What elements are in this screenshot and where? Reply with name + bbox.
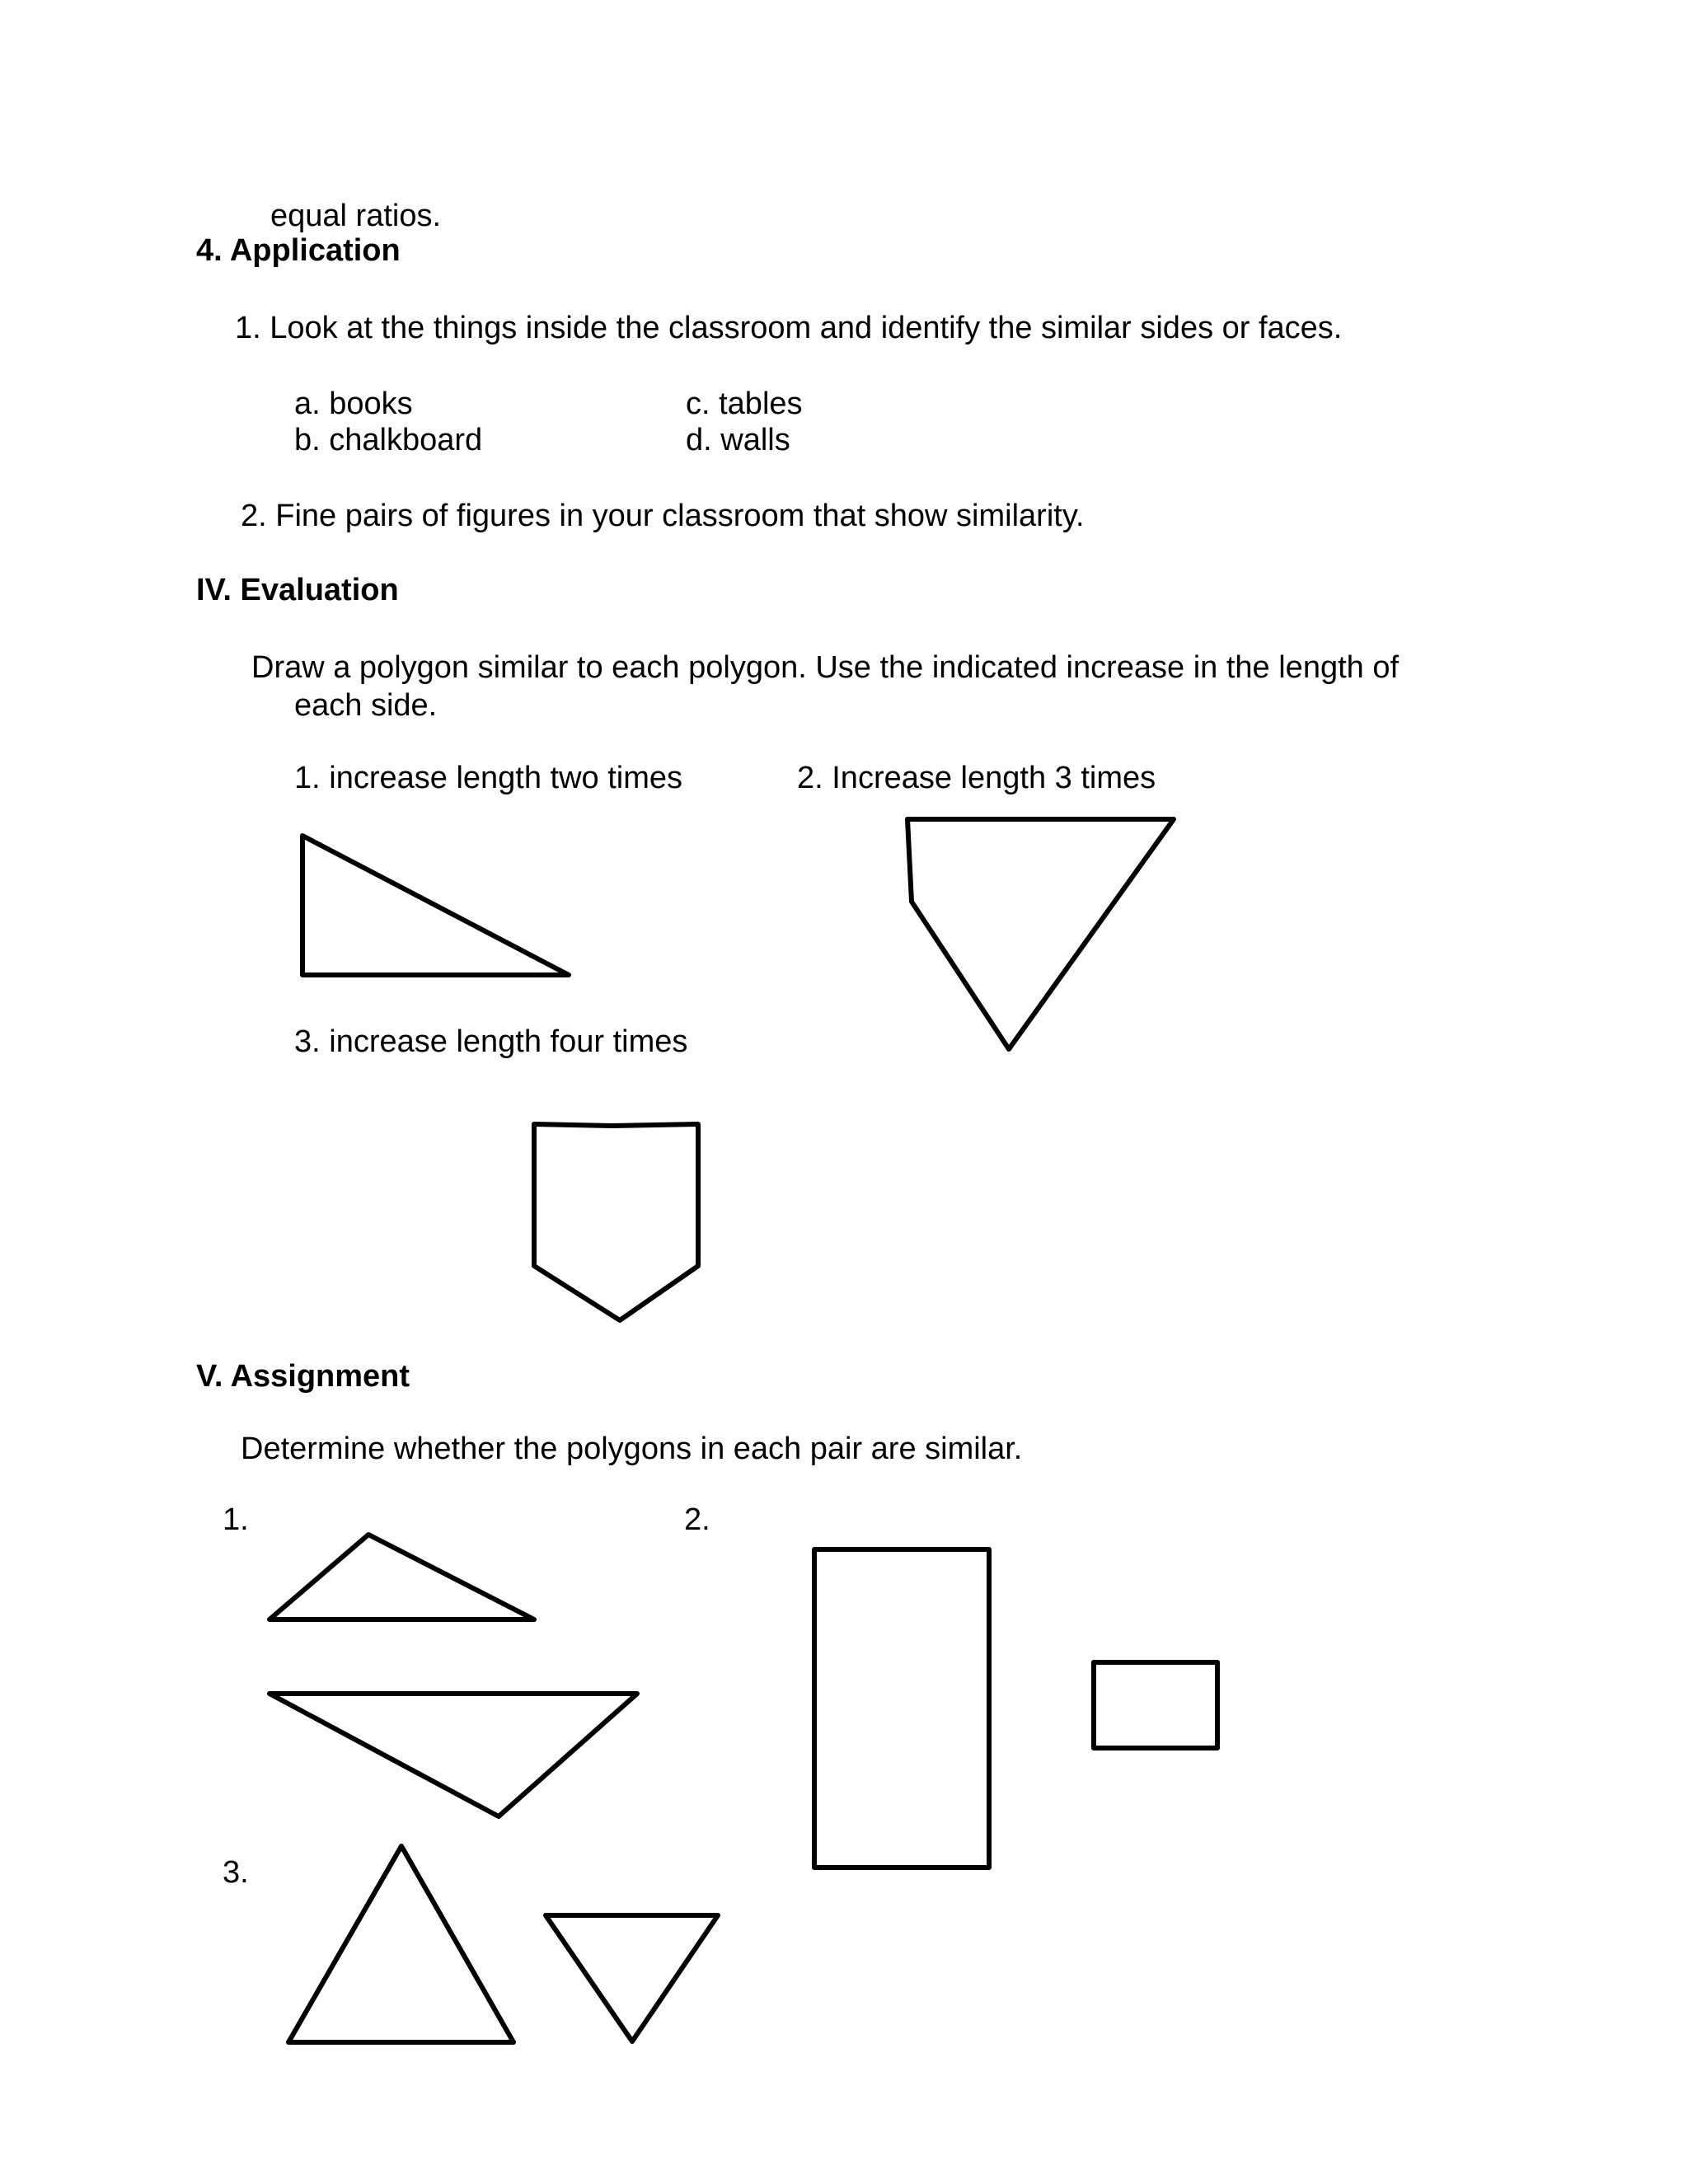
assignment-label-2: 2. — [684, 1502, 710, 1537]
assignment-label-1: 1. — [223, 1502, 249, 1537]
assignment-3-inverted-triangle — [546, 1915, 718, 2041]
option-walls: d. walls — [686, 423, 790, 457]
evaluation-heading: IV. Evaluation — [196, 573, 399, 607]
evaluation-task-3: 3. increase length four times — [294, 1024, 688, 1059]
intro-continuation: equal ratios. — [270, 199, 442, 233]
option-tables: c. tables — [686, 387, 803, 421]
assignment-1-small-triangle — [270, 1535, 534, 1619]
evaluation-instruction-line-1: Draw a polygon similar to each polygon. Use the indicated increase in the length of — [251, 650, 1400, 685]
evaluation-task-1: 1. increase length two times — [294, 761, 683, 795]
option-books: a. books — [294, 387, 413, 421]
application-heading: 4. Application — [196, 233, 401, 268]
assignment-3-upright-triangle — [288, 1846, 513, 2042]
application-item-2: 2. Fine pairs of figures in your classroom that show similarity. — [241, 499, 1085, 533]
eval-pentagon-inverted — [907, 819, 1174, 1049]
option-chalkboard: b. chalkboard — [294, 423, 483, 457]
assignment-instruction: Determine whether the polygons in each pair are similar. — [241, 1432, 1023, 1466]
assignment-1-large-triangle — [270, 1694, 637, 1816]
evaluation-instruction-line-2: each side. — [294, 688, 438, 723]
assignment-2-tall-rectangle — [814, 1549, 989, 1868]
eval-shield-pentagon — [534, 1124, 698, 1320]
assignment-label-3: 3. — [223, 1855, 249, 1890]
evaluation-task-2: 2. Increase length 3 times — [797, 761, 1156, 795]
assignment-2-small-rectangle — [1094, 1662, 1217, 1748]
eval-right-triangle — [302, 836, 569, 975]
application-item-1: 1. Look at the things inside the classroom and identify the similar sides or faces. — [235, 311, 1343, 345]
assignment-heading: V. Assignment — [196, 1359, 410, 1394]
